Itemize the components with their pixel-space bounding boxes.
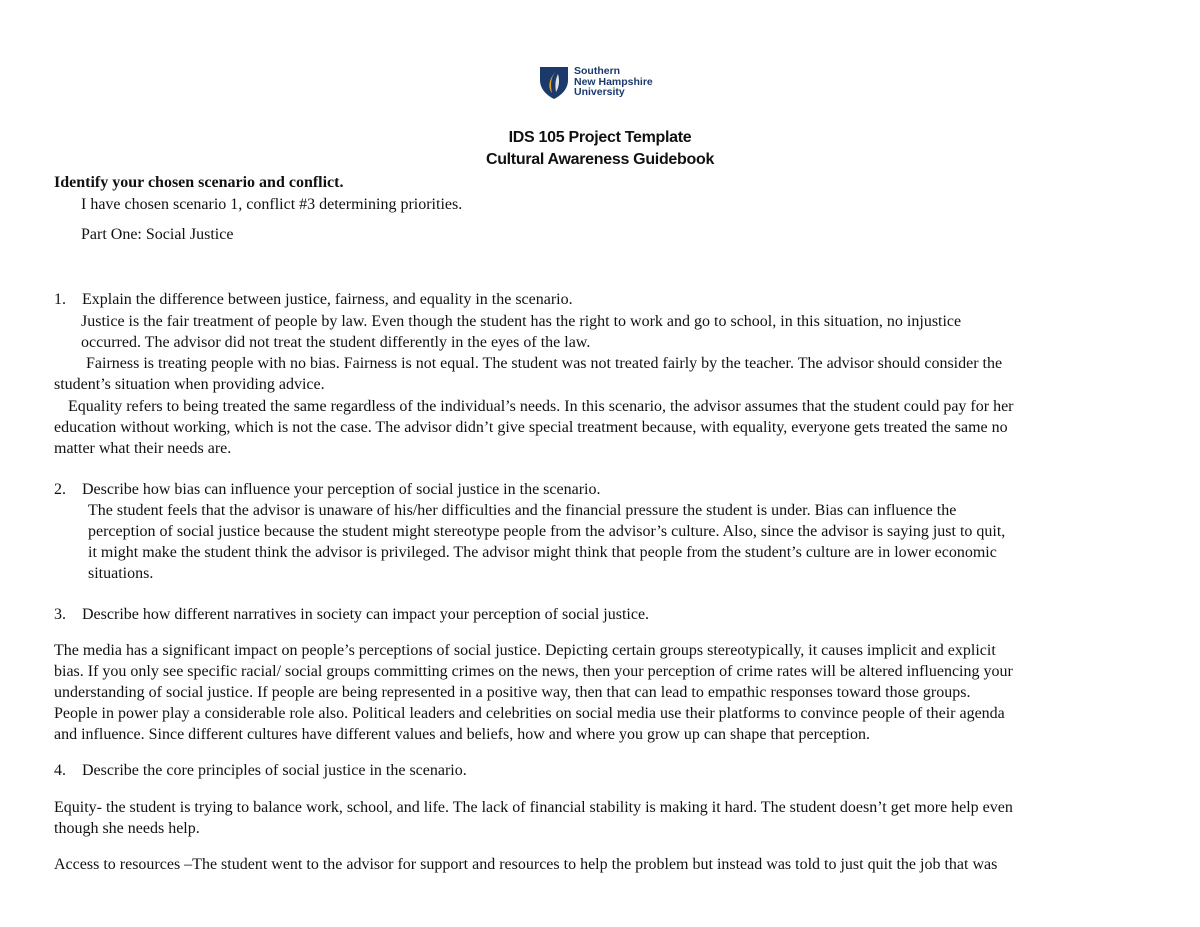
equality-line: education without working, which is not the case. The advisor didn’t give special treatment because, with equality, everyone gets treated the same no xyxy=(54,419,1008,436)
answer-line: understanding of social justice. If people are being represented in a positive way, then that can lead to empathic responses toward those groups. xyxy=(54,684,971,701)
question-number: 2. xyxy=(54,481,66,498)
fairness-line: Fairness is treating people with no bias. Fairness is not equal. The student was not treated fairly by the teacher. The advisor should consider the xyxy=(86,355,1003,372)
question-3 xyxy=(54,604,649,625)
answer-line: it might make the student think the advisor is privileged. The advisor might think that people from the student’s culture are in lower economic xyxy=(88,544,997,561)
justice-line: Justice is the fair treatment of people by law. Even though the student has the right to work and go to school, in this situation, no injustice xyxy=(81,313,962,330)
university-logo xyxy=(539,66,653,100)
title-line-2: Cultural Awareness Guidebook xyxy=(485,151,715,168)
answer-line: The student feels that the advisor is unaware of his/her difficulties and the financial pressure the student is under. Bias can influence the xyxy=(88,502,957,519)
question-number: 3. xyxy=(54,606,66,623)
access-line: Access to resources –The student went to the advisor for support and resources to help the problem but instead was told to just quit the job that was xyxy=(54,856,998,873)
question-number: 4. xyxy=(54,762,66,779)
justice-line: occurred. The advisor did not treat the student differently in the eyes of the law. xyxy=(81,334,591,351)
logo-line: New Hampshire xyxy=(574,75,653,88)
answer-line: People in power play a considerable role also. Political leaders and celebrities on social media use their platforms to convince people of their agenda xyxy=(54,705,1005,722)
question-text: Describe how bias can influence your perception of social justice in the scenario. xyxy=(82,481,601,498)
identify-heading: Identify your chosen scenario and conflict. xyxy=(54,174,344,191)
equity-line: Equity- the student is trying to balance work, school, and life. The lack of financial stability is making it hard. The student doesn’t get more help even xyxy=(54,799,1013,816)
question-text: Describe the core principles of social justice in the scenario. xyxy=(82,762,467,779)
question-2 xyxy=(54,479,600,500)
answer-line: bias. If you only see specific racial/ social groups committing crimes on the news, then your perception of crime rates will be altered influencing your xyxy=(54,663,1013,680)
question-text: Explain the difference between justice, fairness, and equality in the scenario. xyxy=(82,291,573,308)
title-line-1: IDS 105 Project Template xyxy=(508,129,692,146)
question-4 xyxy=(54,760,467,781)
part-one-heading: Part One: Social Justice xyxy=(81,226,234,243)
logo-line: University xyxy=(574,86,625,98)
question-1 xyxy=(54,289,573,310)
document-title xyxy=(0,127,1200,171)
question-number: 1. xyxy=(54,291,66,308)
answer-line: The media has a significant impact on people’s perceptions of social justice. Depicting certain groups stereotypically, it causes implicit and explicit xyxy=(54,642,996,659)
shield-icon xyxy=(539,66,569,100)
scenario-choice: I have chosen scenario 1, conflict #3 determining priorities. xyxy=(81,196,463,213)
answer-line: situations. xyxy=(88,565,154,582)
fairness-line: student’s situation when providing advice. xyxy=(54,376,325,393)
equality-line: Equality refers to being treated the same regardless of the individual’s needs. In this scenario, the advisor assumes that the student could pay for her xyxy=(68,398,1014,415)
question-text: Describe how different narratives in society can impact your perception of social justice. xyxy=(82,606,650,623)
logo-wordmark xyxy=(574,66,653,98)
equality-line: matter what their needs are. xyxy=(54,440,232,457)
equity-line: though she needs help. xyxy=(54,820,200,837)
answer-line: perception of social justice because the student might stereotype people from the advisor’s culture. Also, since the advisor is saying just to quit, xyxy=(88,523,1006,540)
answer-line: and influence. Since different cultures have different values and beliefs, how and where you grow up can shape that perception. xyxy=(54,726,870,743)
logo-line: Southern xyxy=(574,65,621,77)
